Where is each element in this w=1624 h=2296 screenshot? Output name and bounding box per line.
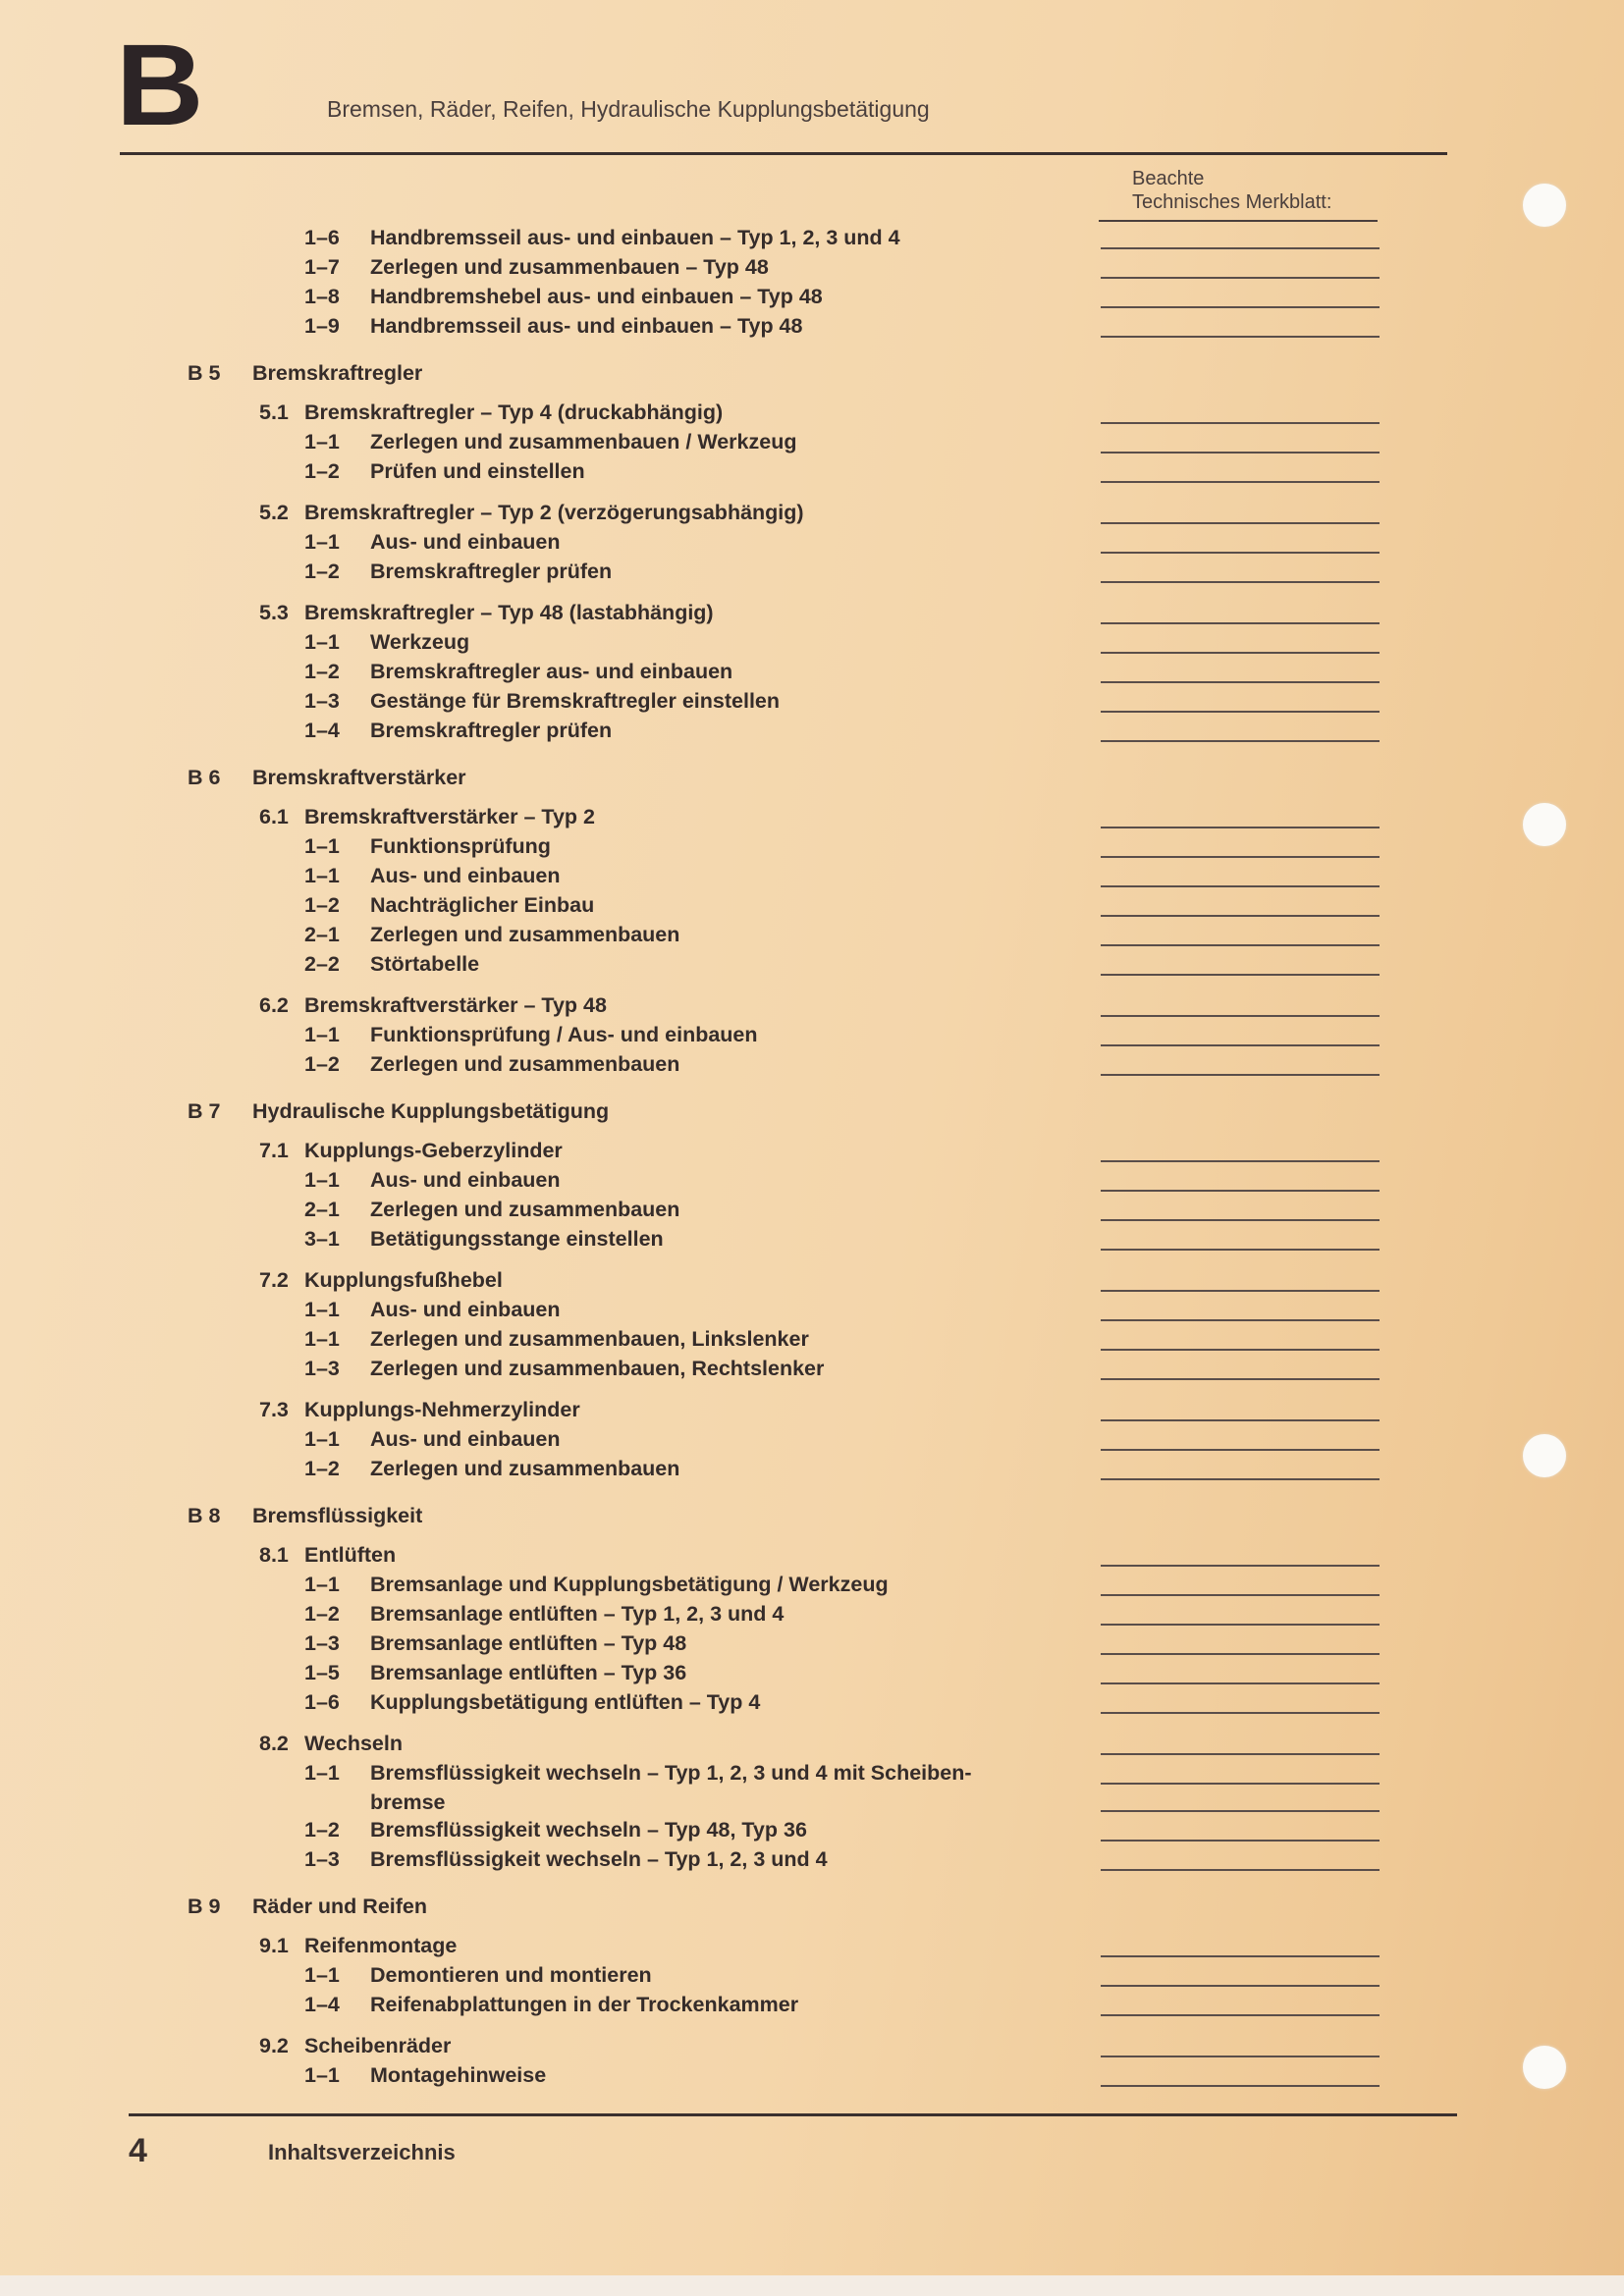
toc-subsection-title: Bremskraftregler – Typ 2 (verzögerungsabhängig): [304, 501, 804, 524]
toc-item-title: Bremsanlage entlüften – Typ 48: [370, 1631, 687, 1655]
punch-hole: [1523, 803, 1566, 846]
toc-item: [0, 657, 1624, 686]
toc-item-title: Zerlegen und zusammenbauen: [370, 923, 680, 946]
toc-subsection: [0, 1540, 1624, 1570]
toc-item-number: 1–2: [304, 459, 340, 483]
notes-line: [1101, 1955, 1380, 1957]
notes-line: [1101, 1810, 1380, 1812]
toc-subsection-number: 9.2: [259, 2034, 289, 2057]
toc-item: [0, 2060, 1624, 2090]
toc-item-title: Aus- und einbauen: [370, 530, 561, 554]
page-edge: [0, 2275, 1624, 2296]
toc-section-number: B 5: [188, 361, 221, 385]
toc-section-title: Bremskraftregler: [252, 361, 423, 385]
toc-item-number: 1–6: [304, 226, 340, 249]
toc-item-number: 1–4: [304, 719, 340, 742]
toc-subsection-title: Reifenmontage: [304, 1934, 458, 1957]
toc-item-number: 1–2: [304, 893, 340, 917]
toc-item-number: 1–1: [304, 1573, 340, 1596]
toc-item: [0, 920, 1624, 949]
toc-section-title: Räder und Reifen: [252, 1895, 427, 1918]
punch-hole: [1523, 184, 1566, 227]
toc-item-number: 1–2: [304, 1602, 340, 1626]
notes-line: [1101, 2085, 1380, 2087]
notes-line: [1101, 1219, 1380, 1221]
toc-subsection-number: 5.3: [259, 601, 289, 624]
toc-item-title: Aus- und einbauen: [370, 1168, 561, 1192]
toc-item-number: 1–3: [304, 1631, 340, 1655]
toc-item-title: Demontieren und montieren: [370, 1963, 652, 1987]
toc-item: [0, 223, 1624, 252]
toc-subsection-number: 6.2: [259, 993, 289, 1017]
toc-subsection-number: 5.2: [259, 501, 289, 524]
toc-item-title: Handbremshebel aus- und einbauen – Typ 48: [370, 285, 823, 308]
toc-item: [0, 1960, 1624, 1990]
toc-item: [0, 427, 1624, 456]
toc-item-number: 1–1: [304, 630, 340, 654]
toc-subsection: [0, 498, 1624, 527]
toc-section-title: Bremsflüssigkeit: [252, 1504, 423, 1527]
toc-item: [0, 831, 1624, 861]
toc-subsection-number: 6.1: [259, 805, 289, 828]
toc-item-number: 1–8: [304, 285, 340, 308]
notes-line: [1101, 1478, 1380, 1480]
toc-item-title: Handbremsseil aus- und einbauen – Typ 48: [370, 314, 803, 338]
toc-subsection: [0, 1136, 1624, 1165]
toc-item: [0, 282, 1624, 311]
toc-item: [0, 456, 1624, 486]
toc-item-number: 1–2: [304, 660, 340, 683]
notes-line: [1101, 247, 1380, 249]
toc-subsection: [0, 598, 1624, 627]
toc-item: [0, 1020, 1624, 1049]
page-number: 4: [129, 2132, 147, 2169]
toc-subsection: [0, 990, 1624, 1020]
toc-item: [0, 1165, 1624, 1195]
notes-line: [1101, 740, 1380, 742]
toc-item-title: Bremsanlage und Kupplungsbetätigung / Werkzeug: [370, 1573, 889, 1596]
notes-line: [1101, 1869, 1380, 1871]
toc-section: [0, 763, 1624, 792]
toc-subsection: [0, 1395, 1624, 1424]
toc-subsection-title: Bremskraftverstärker – Typ 48: [304, 993, 607, 1017]
footer-rule: [129, 2113, 1457, 2116]
toc-subsection: [0, 1931, 1624, 1960]
notes-line: [1101, 452, 1380, 454]
toc-item: [0, 527, 1624, 557]
toc-subsection-number: 5.1: [259, 400, 289, 424]
notes-line: [1101, 422, 1380, 424]
toc-item: [0, 1295, 1624, 1324]
toc-section-number: B 8: [188, 1504, 221, 1527]
notes-line: [1101, 481, 1380, 483]
notes-line: [1101, 336, 1380, 338]
toc-item: [0, 627, 1624, 657]
toc-subsection-number: 7.2: [259, 1268, 289, 1292]
toc-section-number: B 6: [188, 766, 221, 789]
toc-item: [0, 890, 1624, 920]
toc-item-title: Aus- und einbauen: [370, 864, 561, 887]
notes-line: [1101, 1319, 1380, 1321]
toc-section-title: Bremskraftverstärker: [252, 766, 466, 789]
toc-subsection-number: 8.1: [259, 1543, 289, 1567]
toc-item-title: Bremsanlage entlüften – Typ 36: [370, 1661, 687, 1684]
toc-item-title: Gestänge für Bremskraftregler einstellen: [370, 689, 781, 713]
notes-line: [1101, 581, 1380, 583]
toc-item-number: 1–1: [304, 1761, 340, 1785]
notes-line: [1101, 277, 1380, 279]
toc-item: [0, 311, 1624, 341]
toc-subsection: [0, 1265, 1624, 1295]
toc-item: [0, 949, 1624, 979]
toc-item-number: 2–2: [304, 952, 340, 976]
toc-item-title: Zerlegen und zusammenbauen: [370, 1198, 680, 1221]
toc-subsection-number: 7.3: [259, 1398, 289, 1421]
toc-item-title: Bremskraftregler prüfen: [370, 719, 613, 742]
notes-line: [1101, 1653, 1380, 1655]
toc-section: [0, 1501, 1624, 1530]
toc-item-title: Zerlegen und zusammenbauen / Werkzeug: [370, 430, 797, 454]
toc-item-title: Aus- und einbauen: [370, 1427, 561, 1451]
toc-item-title: Störtabelle: [370, 952, 480, 976]
toc-item: [0, 1758, 1624, 1815]
toc-item-title: Bremskraftregler aus- und einbauen: [370, 660, 733, 683]
notes-line: [1101, 885, 1380, 887]
notes-line: [1101, 1190, 1380, 1192]
notes-line: [1101, 2014, 1380, 2016]
toc-subsection-title: Entlüften: [304, 1543, 397, 1567]
notes-line: [1101, 1682, 1380, 1684]
notes-line: [1101, 1160, 1380, 1162]
notes-line: [1101, 974, 1380, 976]
toc-item-title: Zerlegen und zusammenbauen: [370, 1457, 680, 1480]
notes-line: [1101, 1594, 1380, 1596]
toc-item: [0, 1354, 1624, 1383]
toc-item-number: 1–1: [304, 530, 340, 554]
toc-subsection-title: Bremskraftverstärker – Typ 2: [304, 805, 595, 828]
toc-item: [0, 1454, 1624, 1483]
toc-item: [0, 1629, 1624, 1658]
notes-line: [1101, 915, 1380, 917]
toc-item: [0, 1990, 1624, 2019]
toc-section: [0, 358, 1624, 388]
notes-line: [1101, 1565, 1380, 1567]
toc-section-number: B 7: [188, 1099, 221, 1123]
notes-line: [1101, 1449, 1380, 1451]
chapter-title: Bremsen, Räder, Reifen, Hydraulische Kupplungsbetätigung: [327, 96, 930, 122]
toc-subsection: [0, 1729, 1624, 1758]
toc-item-title: Bremsflüssigkeit wechseln – Typ 1, 2, 3 und 4: [370, 1847, 828, 1871]
toc-subsection-title: Kupplungs-Geberzylinder: [304, 1139, 563, 1162]
toc-subsection-title: Kupplungsfußhebel: [304, 1268, 503, 1292]
toc-subsection-number: 7.1: [259, 1139, 289, 1162]
toc-subsection-title: Kupplungs-Nehmerzylinder: [304, 1398, 580, 1421]
notes-line: [1101, 1624, 1380, 1626]
toc-item-title: Zerlegen und zusammenbauen: [370, 1052, 680, 1076]
toc-item-number: 1–1: [304, 834, 340, 858]
notes-line: [1101, 622, 1380, 624]
toc-subsection-title: Bremskraftregler – Typ 48 (lastabhängig): [304, 601, 714, 624]
toc-item: [0, 861, 1624, 890]
toc-item: [0, 1844, 1624, 1874]
toc-item-number: 1–1: [304, 1427, 340, 1451]
notes-line: [1101, 944, 1380, 946]
notes-column-label: [1132, 167, 1331, 214]
toc-subsection-number: 8.2: [259, 1732, 289, 1755]
toc-item-title: Funktionsprüfung / Aus- und einbauen: [370, 1023, 758, 1046]
toc-item: [0, 1570, 1624, 1599]
toc-item-title: Prüfen und einstellen: [370, 459, 585, 483]
notes-line: [1101, 856, 1380, 858]
toc-item-number: 1–2: [304, 560, 340, 583]
notes-line: [1101, 1074, 1380, 1076]
notes-line: [1101, 1753, 1380, 1755]
notes-line: [1101, 1290, 1380, 1292]
toc-item-title: Zerlegen und zusammenbauen, Rechtslenker: [370, 1357, 825, 1380]
chapter-letter: B: [116, 21, 204, 150]
toc-item-number: 1–3: [304, 689, 340, 713]
notes-label-line2: Technisches Merkblatt:: [1132, 191, 1332, 213]
notes-line: [1101, 1015, 1380, 1017]
toc-item-number: 1–2: [304, 1052, 340, 1076]
punch-hole: [1523, 1434, 1566, 1477]
toc-item: [0, 1599, 1624, 1629]
notes-line: [1101, 1840, 1380, 1842]
toc-item-number: 1–9: [304, 314, 340, 338]
notes-line: [1101, 681, 1380, 683]
toc-item-number: 1–6: [304, 1690, 340, 1714]
toc-item-title: Bremskraftregler prüfen: [370, 560, 613, 583]
notes-line: [1101, 827, 1380, 828]
toc-item: [0, 1324, 1624, 1354]
toc-item-title: Betätigungsstange einstellen: [370, 1227, 664, 1251]
toc-item: [0, 1424, 1624, 1454]
notes-line: [1101, 1419, 1380, 1421]
toc-item-title: Werkzeug: [370, 630, 470, 654]
toc-item-number: 1–2: [304, 1818, 340, 1842]
toc-subsection: [0, 398, 1624, 427]
notes-header-line: [1099, 220, 1378, 222]
footer-title: Inhaltsverzeichnis: [268, 2140, 456, 2164]
notes-line: [1101, 1044, 1380, 1046]
notes-line: [1101, 1349, 1380, 1351]
notes-line: [1101, 711, 1380, 713]
toc-item-number: 1–1: [304, 1327, 340, 1351]
punch-hole: [1523, 2046, 1566, 2089]
toc-item-number: 1–1: [304, 1298, 340, 1321]
toc-item-title: Bremsflüssigkeit wechseln – Typ 1, 2, 3 und 4 mit Scheiben- bremse: [370, 1761, 972, 1814]
toc-item-number: 1–1: [304, 430, 340, 454]
toc-item-title: Aus- und einbauen: [370, 1298, 561, 1321]
toc-item-number: 1–3: [304, 1357, 340, 1380]
notes-line: [1101, 552, 1380, 554]
toc-subsection-title: Scheibenräder: [304, 2034, 452, 2057]
toc-item-number: 2–1: [304, 1198, 340, 1221]
toc-item-number: 1–1: [304, 2063, 340, 2087]
toc-section-number: B 9: [188, 1895, 221, 1918]
toc-item: [0, 252, 1624, 282]
toc-item-number: 1–1: [304, 1963, 340, 1987]
notes-line: [1101, 1783, 1380, 1785]
toc-item-title: Nachträglicher Einbau: [370, 893, 595, 917]
toc-section-title: Hydraulische Kupplungsbetätigung: [252, 1099, 610, 1123]
toc-section: [0, 1096, 1624, 1126]
toc-item-title: Bremsanlage entlüften – Typ 1, 2, 3 und 4: [370, 1602, 785, 1626]
toc-subsection-number: 9.1: [259, 1934, 289, 1957]
notes-line: [1101, 1712, 1380, 1714]
toc-item: [0, 1195, 1624, 1224]
toc-item-title: Reifenabplattungen in der Trockenkammer: [370, 1993, 799, 2016]
notes-line: [1101, 2056, 1380, 2057]
toc-item-number: 1–7: [304, 255, 340, 279]
toc-item-title: Zerlegen und zusammenbauen, Linkslenker: [370, 1327, 809, 1351]
notes-label-line1: Beachte: [1132, 168, 1205, 189]
toc-item: [0, 716, 1624, 745]
header-rule: [120, 152, 1447, 155]
toc-item-title: Handbremsseil aus- und einbauen – Typ 1, 2, 3 und 4: [370, 226, 900, 249]
toc-item-number: 1–1: [304, 1023, 340, 1046]
toc-item: [0, 557, 1624, 586]
toc-item: [0, 1687, 1624, 1717]
notes-line: [1101, 1249, 1380, 1251]
toc-subsection-title: Bremskraftregler – Typ 4 (druckabhängig): [304, 400, 724, 424]
toc-item: [0, 1658, 1624, 1687]
toc-item-number: 1–3: [304, 1847, 340, 1871]
toc-item-number: 1–1: [304, 864, 340, 887]
table-of-contents: [0, 223, 1624, 2090]
toc-item: [0, 1815, 1624, 1844]
notes-line: [1101, 1378, 1380, 1380]
toc-item-number: 2–1: [304, 923, 340, 946]
notes-line: [1101, 1985, 1380, 1987]
toc-item: [0, 1224, 1624, 1254]
toc-item-title: Bremsflüssigkeit wechseln – Typ 48, Typ 36: [370, 1818, 807, 1842]
toc-item-number: 1–1: [304, 1168, 340, 1192]
toc-section: [0, 1892, 1624, 1921]
toc-item-title: Montagehinweise: [370, 2063, 547, 2087]
toc-item-title: Zerlegen und zusammenbauen – Typ 48: [370, 255, 769, 279]
toc-item: [0, 1049, 1624, 1079]
toc-subsection: [0, 802, 1624, 831]
toc-item-number: 1–4: [304, 1993, 340, 2016]
toc-item-title: Kupplungsbetätigung entlüften – Typ 4: [370, 1690, 761, 1714]
toc-subsection: [0, 2031, 1624, 2060]
toc-item-number: 1–2: [304, 1457, 340, 1480]
toc-item: [0, 686, 1624, 716]
toc-item-title: Funktionsprüfung: [370, 834, 551, 858]
toc-item-number: 1–5: [304, 1661, 340, 1684]
notes-line: [1101, 522, 1380, 524]
toc-subsection-title: Wechseln: [304, 1732, 403, 1755]
toc-item-number: 3–1: [304, 1227, 340, 1251]
notes-line: [1101, 652, 1380, 654]
notes-line: [1101, 306, 1380, 308]
